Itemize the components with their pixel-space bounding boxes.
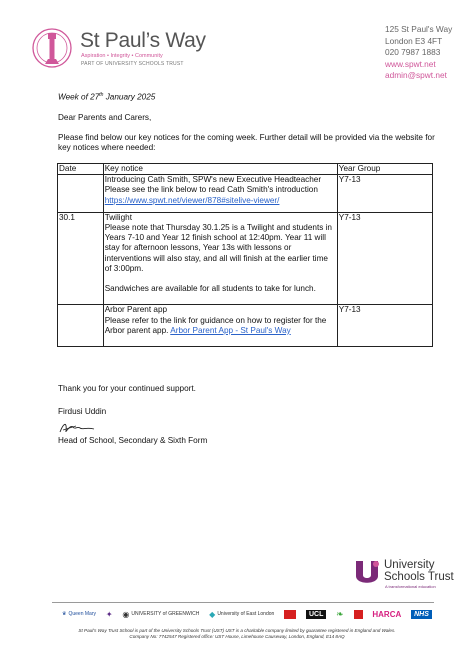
- introduction-link[interactable]: https://www.spwt.net/viewer/878#sitelive-viewer/: [104, 195, 280, 205]
- notice-extra: Sandwiches are available for all students to take for lunch.: [104, 284, 316, 294]
- part-of-ust-label: PART OF UNIVERSITY SCHOOLS TRUST: [81, 61, 184, 67]
- closing-line: Thank you for your continued support.: [58, 384, 196, 393]
- table-header-row: [58, 164, 433, 175]
- partner-logo-warwick: ✦: [105, 609, 113, 619]
- row-date: [58, 305, 104, 347]
- notice-line: Please see the link below to read Cath Smith's introduction: [104, 185, 318, 195]
- signature-image: [58, 418, 98, 436]
- footer-legal-text: [20, 628, 454, 641]
- row-year-group: Y7-13: [337, 212, 432, 305]
- table-row: [58, 175, 433, 213]
- footer-divider: [52, 602, 434, 603]
- key-notices-table: [57, 163, 433, 347]
- address-line: 125 St Paul's Way: [385, 24, 453, 34]
- row-notice: [103, 212, 337, 305]
- signatory-title: Head of School, Secondary & Sixth Form: [58, 436, 208, 445]
- header-date: Date: [58, 164, 104, 175]
- partner-logo-greenwich: ◉ UNIVERSITY of GREENWICH: [122, 609, 200, 619]
- header-year-group: Year Group: [337, 164, 432, 175]
- greeting: Dear Parents and Carers,: [58, 113, 152, 122]
- partner-logo-uel: ◆ University of East London: [209, 609, 275, 619]
- ust-subtitle: A transformational education: [385, 584, 436, 589]
- row-date: 30.1: [58, 212, 104, 305]
- ust-name-line: Schools Trust: [384, 570, 454, 583]
- school-address: [385, 24, 452, 82]
- partner-logo-green: ❧: [336, 608, 344, 619]
- footer-line: Company No: 7742547 Registered office: UST House, Limehouse Causeway, London, England, E14 8AQ: [129, 634, 345, 640]
- notice-title: Arbor Parent app: [104, 305, 168, 315]
- partner-logo-harca: HARCA: [372, 609, 402, 619]
- website-link[interactable]: www.spwt.net: [385, 58, 436, 69]
- notice-line: Introducing Cath Smith, SPW's new Executive Headteacher: [104, 175, 322, 185]
- phone-number: 020 7987 1883: [385, 47, 441, 58]
- partner-logo-queen-mary: ♛ Queen Mary: [62, 611, 96, 617]
- row-notice: [103, 305, 337, 347]
- st-pauls-way-logo-icon: [30, 26, 74, 70]
- partner-logo-red-square: [354, 610, 363, 619]
- notice-body: Please note that Thursday 30.1.25 is a Twilight and students in Years 7-10 and Year 12 finish school at 12:40pm. Year 11 will stay for afternoon lessons, Year 13s with lessons or interventions will also stay, and all will finish at the earlier time of 3:00pm.: [104, 223, 332, 273]
- address-line: London E3 4FT: [385, 35, 443, 46]
- row-date: [58, 175, 104, 213]
- partner-logo-red: [284, 610, 296, 619]
- intro-paragraph: Please find below our key notices for the coming week. Further detail will be provided via the website for key notices where needed:: [58, 133, 435, 153]
- ust-logo-icon: [352, 558, 382, 590]
- ust-name-line: University: [384, 559, 435, 571]
- week-heading: Week of 27th January 2025: [58, 92, 156, 102]
- row-year-group: Y7-13: [337, 305, 432, 347]
- table-row: [58, 212, 433, 305]
- school-name: St Paul’s Way: [80, 29, 206, 52]
- header-key-notice: Key notice: [103, 164, 337, 175]
- notice-body: Please refer to the link for guidance on how to register for the Arbor parent app. Arbor Parent App - St Paul's Way: [104, 315, 327, 335]
- partner-logo-ucl: UCL: [306, 610, 326, 619]
- partner-logo-nhs: NHS: [411, 610, 432, 619]
- row-year-group: Y7-13: [337, 175, 432, 213]
- footer-line: St Paul's Way Trust School is part of the University Schools Trust (UST) UST is a charitable company limited by guarantee registered in England and Wales.: [78, 628, 396, 633]
- row-notice: [103, 175, 337, 213]
- signatory-name: Firdusi Uddin: [58, 407, 107, 416]
- school-tagline: Aspiration • Integrity • Community: [81, 53, 163, 59]
- notice-title: Twilight: [104, 212, 133, 222]
- ust-name: [384, 560, 454, 583]
- arbor-app-link[interactable]: Arbor Parent App - St Paul's Way: [170, 325, 291, 335]
- partner-logos: [62, 607, 432, 621]
- email-link[interactable]: admin@spwt.net: [385, 70, 447, 81]
- table-row: [58, 305, 433, 347]
